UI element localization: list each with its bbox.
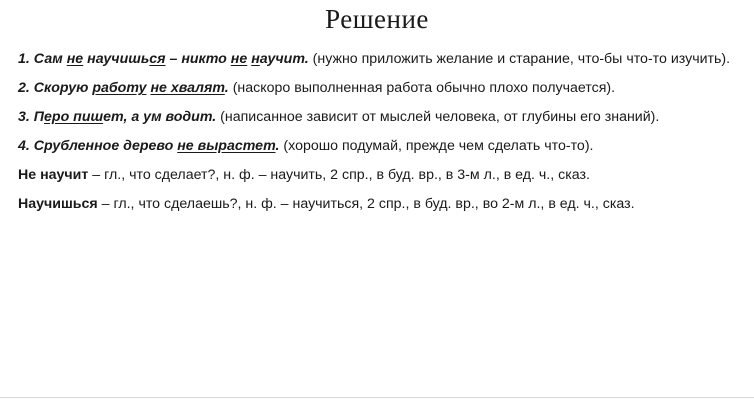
solution-item-3 xyxy=(18,103,736,132)
analysis-word: Не научит xyxy=(18,167,89,183)
solution-item-2 xyxy=(18,74,736,103)
item-number: 3. xyxy=(18,109,30,125)
bottom-divider xyxy=(0,397,754,398)
proverb-underlined: ся xyxy=(149,51,166,67)
proverb-part: . xyxy=(275,138,280,154)
proverb-text xyxy=(34,51,309,67)
page-title: Решение xyxy=(325,4,429,34)
proverb-part: П xyxy=(33,109,45,125)
analysis-text: – гл., что сделаешь?, н. ф. – научиться, 2 спр., в буд. вр., во 2-м л., в ед. ч., сказ. xyxy=(97,196,635,212)
proverb-underlined: работу xyxy=(92,80,147,96)
document-body xyxy=(18,45,736,219)
proverb-text xyxy=(34,80,229,96)
item-number: 4. xyxy=(18,138,30,154)
proverb-underlined: н xyxy=(251,51,260,67)
solution-item-1 xyxy=(18,45,736,74)
explanation-text: (хорошо подумай, прежде чем сделать что-то). xyxy=(283,138,594,154)
explanation-text: (наскоро выполненная работа обычно плохо получается). xyxy=(232,80,616,96)
proverb-part: научишь xyxy=(83,51,150,67)
proverb-underlined: не xyxy=(230,51,248,67)
explanation-text: (нужно приложить желание и старание, что-бы что-то изучить). xyxy=(312,51,731,67)
proverb-part: . xyxy=(224,80,229,96)
proverb-part: ет, а ум водит. xyxy=(103,109,217,125)
proverb-part: аучит. xyxy=(259,51,309,67)
proverb-part: Скорую xyxy=(33,80,93,96)
solution-item-4 xyxy=(18,132,736,161)
explanation-text: (написанное зависит от мыслей человека, от глубины его знаний). xyxy=(220,109,660,125)
analysis-item-2 xyxy=(18,190,736,219)
analysis-text: – гл., что сделает?, н. ф. – научить, 2 спр., в буд. вр., в 3-м л., в ед. ч., сказ. xyxy=(88,167,590,183)
proverb-part: – никто xyxy=(165,51,231,67)
document-page xyxy=(0,4,754,404)
proverb-part: Сам xyxy=(33,51,67,67)
proverb-underlined: не xyxy=(66,51,84,67)
analysis-item-1 xyxy=(18,161,736,190)
item-number: 2. xyxy=(18,80,30,96)
proverb-text xyxy=(34,109,216,125)
proverb-underlined: еро пиш xyxy=(44,109,104,125)
item-number: 1. xyxy=(18,51,30,67)
proverb-underlined: не вырастет xyxy=(177,138,276,154)
proverb-underlined: не хвалят xyxy=(150,80,225,96)
proverb-part: Срубленное дерево xyxy=(33,138,178,154)
analysis-word: Научишься xyxy=(18,196,98,212)
proverb-text xyxy=(34,138,280,154)
